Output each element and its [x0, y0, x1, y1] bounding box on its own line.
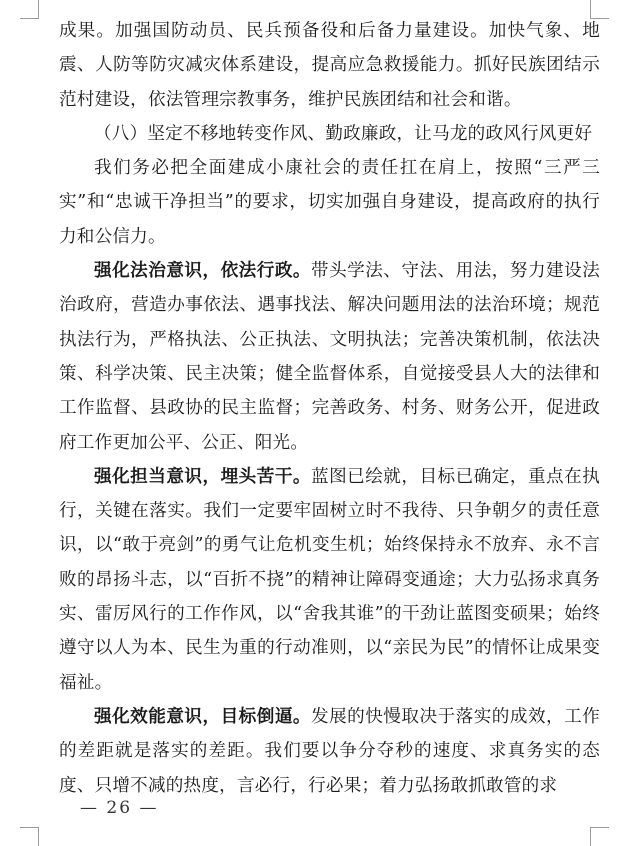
crop-mark-bottom-left: [20, 827, 39, 846]
crop-mark-bottom-right: [590, 827, 609, 846]
section-heading: [59, 117, 600, 151]
section-heading-text: （八）坚定不移地转变作风、勤政廉政，让马龙的政风行风更好: [94, 123, 593, 144]
body-text: [59, 14, 600, 803]
paragraph-lead: 强化效能意识，目标倒逼。: [94, 705, 311, 727]
paragraph-text: 成果。加强国防动员、民兵预备役和后备力量建设。加快气象、地震、人防等防灾减灾体系建设，提高应急救援能力。抓好民族团结示范村建设，依法管理宗教事务，维护民族团结和社会和谐。: [59, 21, 600, 110]
paragraph-text: 带头学法、守法、用法，努力建设法治政府，营造办事依法、遇事找法、解决问题用法的法治环境；规范执法行为，严格执法、公正执法、文明执法；完善决策机制，依法决策、科学决策、民主决策；健全监督体系，自觉接受县人大的法律和工作监督、县政协的民主监督；完善政务、村务、财务公开，促进政府工作更加公平、公正、阳光。: [59, 261, 601, 453]
page-number: — 26 —: [80, 798, 159, 818]
paragraph-lead: 强化担当意识，埋头苦干。: [94, 465, 311, 487]
paragraph-responsibility: [59, 460, 600, 700]
paragraph-continuation: [59, 14, 600, 117]
crop-mark-top-left: [20, 0, 39, 19]
paragraph-text: 我们务必把全面建成小康社会的责任扛在肩上，按照“三严三实”和“忠诚干净担当”的要求，切实加强自身建设，提高政府的执行力和公信力。: [59, 158, 600, 247]
paragraph-intro: [59, 151, 600, 254]
paragraph-efficiency: [59, 700, 600, 803]
paragraph-lead: 强化法治意识，依法行政。: [94, 260, 311, 282]
paragraph-text: 蓝图已绘就，目标已确定，重点在执行，关键在落实。我们一定要牢固树立时不我待、只争朝夕的责任意识，以“敢于亮剑”的勇气让危机变生机；始终保持永不放弃、永不言败的昂扬斗志，以“百折不挠”的精神让障碍变通途；大力弘扬求真务实、雷厉风行的工作作风，以“舍我其谁”的干劲让蓝图变硕果；始终遵守以人为本、民生为重的行动准则，以“亲民为民”的情怀让成果变福祉。: [59, 466, 601, 693]
paragraph-text: 发展的快慢取决于落实的成效，工作的差距就是落实的差距。我们要以争分夺秒的速度、求真务实的态度、只增不减的热度，言必行，行必果；着力弘扬敢抓敢管的求: [59, 706, 601, 796]
paragraph-rule-of-law: [59, 254, 600, 460]
